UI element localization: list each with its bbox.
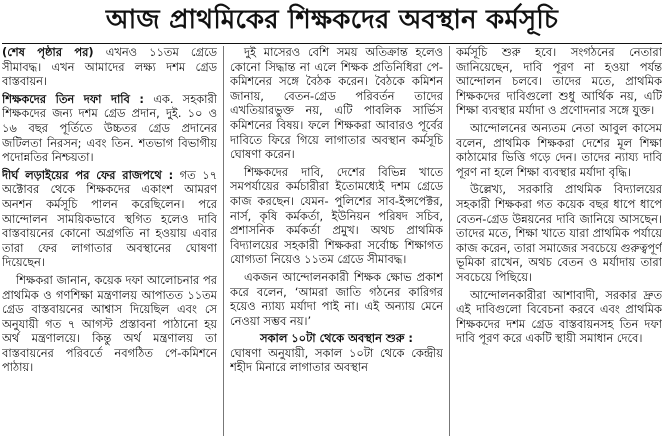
paragraph: কর্মসূচি শুরু হবে। সংগঠনের নেতারা জানিয়েছেন, দাবি পূরণ না হওয়া পর্যন্ত আন্দোলন চলবে। তাদের মতে, প্রাথমিক শিক্ষকদের দাবিগুলো শুধু আর্থিক নয়, এটি শিক্ষা ব্যবস্থার মর্যাদা ও প্রণোদনার সঙ্গে যুক্ত। [456, 45, 662, 118]
article-column-3 [456, 45, 662, 438]
headline: আজ প্রাথমিকের শিক্ষকদের অবস্থান কর্মসূচি [105, 5, 559, 35]
column-divider-2 [449, 46, 450, 436]
article-column-2 [230, 45, 443, 438]
column-divider-1 [223, 46, 224, 436]
continuation-note: (শেষ পৃষ্ঠার পর) [2, 45, 94, 59]
subheading: সকাল ১০টা থেকে অবস্থান শুরু : [260, 331, 413, 346]
paragraph: উল্লেখ্য, সরকারি প্রাথমিক বিদ্যালয়ের সহকারী শিক্ষকরা গত কয়েক বছর ধাপে ধাপে বেতন-গ্রেড উন্নয়নের দাবি জানিয়ে আসছেন। তাদের মতে, শিক্ষা খাতে যারা প্রাথমিক পর্যায়ে কাজ করেন, তারা সমাজের সবচেয়ে গুরুত্বপূর্ণ ভূমিকা রাখেন, অথচ বেতন ও মর্যাদায় তারা সবচেয়ে পিছিয়ে। [456, 182, 662, 284]
paragraph: আন্দোলনকারীরা আশাবাদী, সরকার দ্রুত এই দাবিগুলো বিবেচনা করবে এবং প্রাথমিক শিক্ষকদের দশম গ্রেড বাস্তবায়নসহ তিন দফা দাবি পূরণ করে একটি স্থায়ী সমাধান দেবে। [456, 287, 662, 346]
subheading: শিক্ষকদের তিন দফা দাবি : [2, 91, 144, 106]
paragraph: সকাল ১০টা থেকে অবস্থান শুরু : ঘোষণা অনুযায়ী, সকাল ১০টা থেকে কেন্দ্রীয় শহীদ মিনারে লাগাতার অবস্থান [230, 331, 443, 375]
paragraph: একজন আন্দোলনকারী শিক্ষক ক্ষোভ প্রকাশ করে বলেন, ‘আমরা জাতি গঠনের কারিগর হয়েও ন্যায্য মর্যাদা পাই না। এই অন্যায় মেনে নেওয়া সম্ভব নয়।’ [230, 269, 443, 328]
paragraph: শিক্ষকদের তিন দফা দাবি : এক. সহকারী শিক্ষকদের জন্য দশম গ্রেড প্রদান, দুই. ১০ ও ১৬ বছর পূর্তিতে উচ্চতর গ্রেড প্রদানের জটিলতা নিরসন; এবং তিন. শতভাগ বিভাগীয় পদোন্নতির নিশ্চয়তা। [2, 91, 217, 165]
headline-rule [2, 43, 662, 44]
paragraph: দুই মাসেরও বেশি সময় অতিক্রান্ত হলেও কোনো সিদ্ধান্ত না এলে শিক্ষক প্রতিনিধিরা পে-কমিশনের সঙ্গে বৈঠক করেন। বৈঠকে কমিশন জানায়, বেতন-গ্রেড পরিবর্তন তাদের এখতিয়ারভুক্ত নয়, এটি পাবলিক সার্ভিস কমিশনের বিষয়। ফলে শিক্ষকরা আবারও পূর্বের দাবিতে ফিরে গিয়ে লাগাতার অবস্থান কর্মসূচি ঘোষণা করেন। [230, 45, 443, 162]
paragraph: দীর্ঘ লড়াইয়ের পর ফের রাজপথে : গত ১৭ অক্টোবর থেকে শিক্ষকদের একাংশ আমরণ অনশন কর্মসূচি পালন করেছিলেন। পরে আন্দোলন সাময়িকভাবে স্থগিত হলেও দাবি বাস্তবায়নের কোনো অগ্রগতি না হওয়ায় এবার তারা ফের লাগাতার অবস্থানের ঘোষণা দিয়েছেন। [2, 167, 217, 270]
article-column-1 [2, 45, 217, 438]
paragraph: শিক্ষকরা জানান, কয়েক দফা আলোচনার পর প্রাথমিক ও গণশিক্ষা মন্ত্রণালয় আপাতত ১১তম গ্রেড বাস্তবায়নের আশ্বাস দিয়েছিল এবং সে অনুযায়ী গত ৭ আগস্ট প্রস্তাবনা পাঠানো হয় অর্থ মন্ত্রণালয়ে। কিন্তু অর্থ মন্ত্রণালয় তা বাস্তবায়নের পরিবর্তে নবগঠিত পে-কমিশনে পাঠায়। [2, 272, 217, 375]
paragraph: আন্দোলনের অন্যতম নেতা আবুল কাসেম বলেন, প্রাথমিক শিক্ষকরা দেশের মূল শিক্ষা কাঠামোর ভিত্তি গড়ে দেন। তাদের ন্যায্য দাবি পূরণ না হলে শিক্ষা ব্যবস্থার মর্যাদা বৃদ্ধি। [456, 120, 662, 179]
subheading: দীর্ঘ লড়াইয়ের পর ফের রাজপথে : [2, 167, 174, 182]
paragraph: (শেষ পৃষ্ঠার পর) এখনও ১১তম গ্রেডে সীমাবদ্ধ। এখন আমাদের লক্ষ্য দশম গ্রেড বাস্তবায়ন। [2, 45, 217, 89]
paragraph: শিক্ষকদের দাবি, দেশের বিভিন্ন খাতে সমপর্যায়ের কর্মচারীরা ইতোমধ্যেই দশম গ্রেডে কাজ করছেন। যেমন- পুলিশের সাব-ইন্সপেক্টর, নার্স, কৃষি কর্মকর্তা, ইউনিয়ন পরিষদ সচিব, প্রশাসনিক কর্মকর্তা প্রমুখ। অথচ প্রাথমিক বিদ্যালয়ের সহকারী শিক্ষকরা সর্বোচ্চ শিক্ষাগত যোগ্যতা নিয়েও ১১তম গ্রেডে সীমাবদ্ধ। [230, 164, 443, 267]
